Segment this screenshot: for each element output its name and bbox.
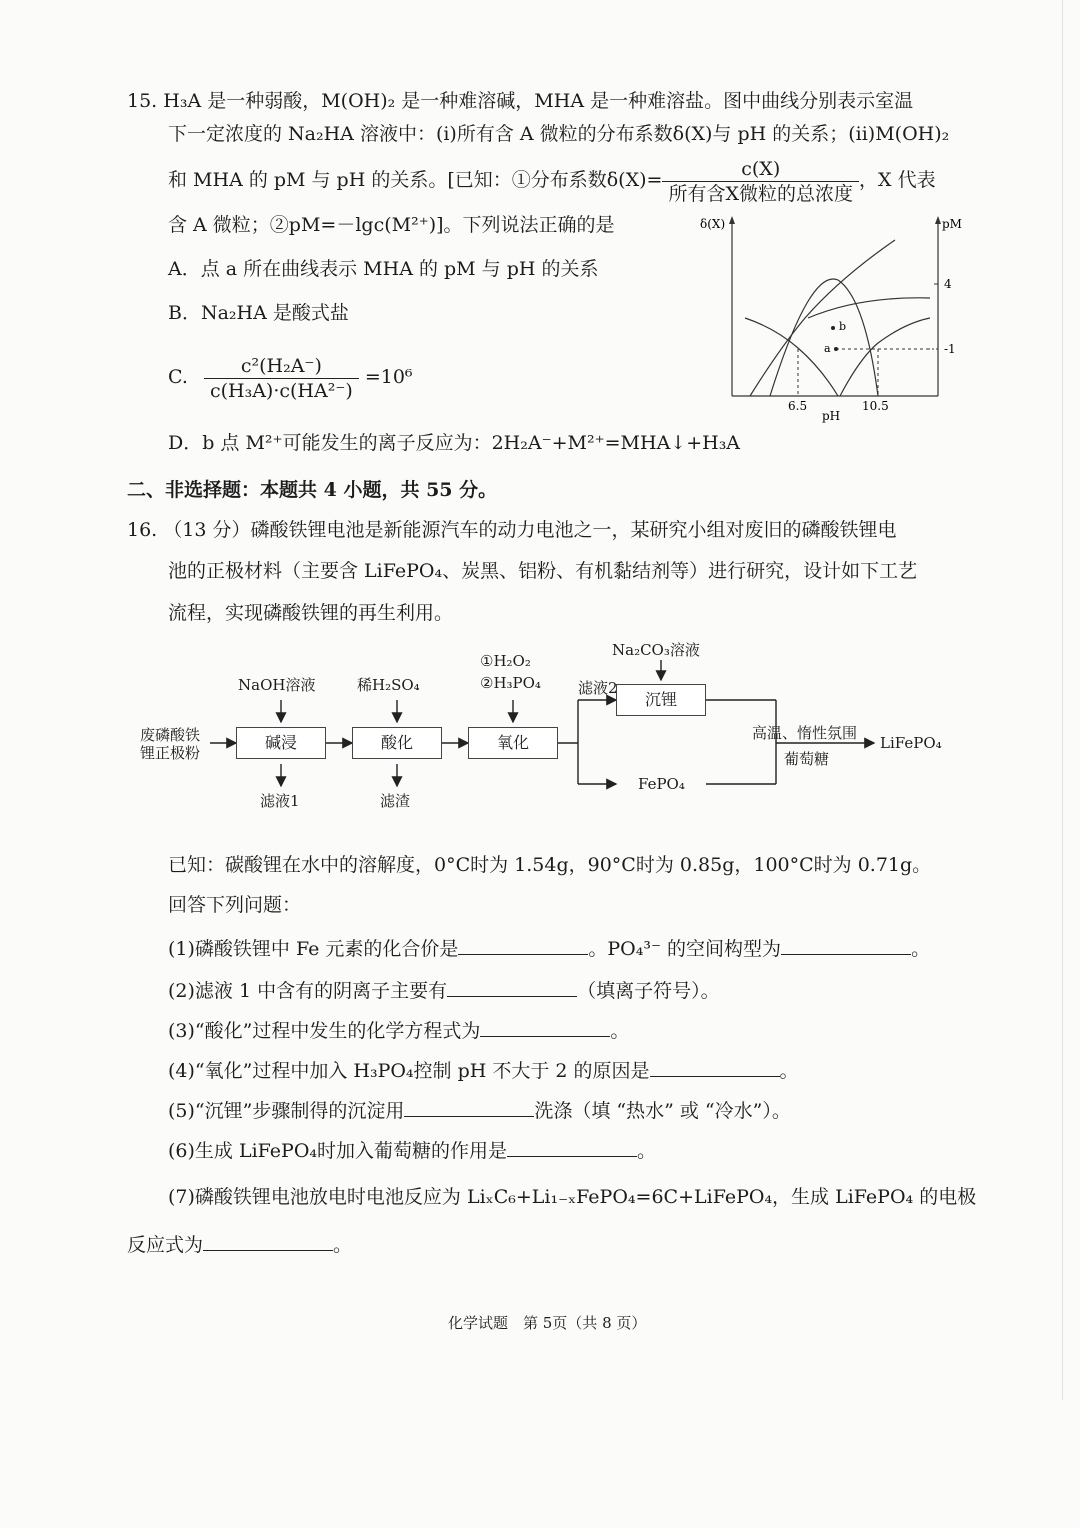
curve-pm-2	[808, 298, 930, 318]
q15-text-3b: ，X 代表	[859, 169, 936, 191]
q16-line-2: 池的正极材料（主要含 LiFePO₄、炭黑、铝粉、有机黏结剂等）进行研究，设计如下工艺	[168, 560, 918, 582]
q15-number: 15.	[127, 90, 158, 112]
option-c-label: C.	[168, 366, 188, 388]
subq-2	[168, 976, 720, 1004]
answer-blank-2[interactable]	[447, 976, 577, 997]
graph-left-axis-label: δ(X)	[700, 217, 726, 231]
x-axis-label: pH	[822, 409, 841, 423]
answer-blank-7[interactable]	[203, 1230, 333, 1251]
input-h3po4: ②H₃PO₄	[480, 674, 541, 692]
label-condition-2: 葡萄糖	[784, 750, 830, 768]
subq-2-text-b: （填离子符号）。	[577, 980, 720, 1002]
flow-start-line-1: 废磷酸铁	[140, 726, 201, 744]
subq-7-text-b: 反应式为	[127, 1234, 204, 1256]
curve-h3a	[745, 318, 838, 396]
subq-3-text-b: 。	[610, 1020, 630, 1042]
left-axis-arrow	[729, 216, 735, 224]
option-c	[168, 345, 413, 409]
option-c-numerator: c²(H₂A⁻)	[204, 354, 359, 379]
subq-5	[168, 1096, 791, 1124]
subq-3	[168, 1016, 629, 1044]
output-filtrate-1: 滤液1	[260, 792, 300, 810]
subq-1	[168, 934, 930, 962]
fraction-numerator: c(X)	[662, 157, 859, 182]
input-h2o2: ①H₂O₂	[480, 652, 531, 670]
flow-box-alkali-leach: 碱浸	[236, 727, 326, 759]
option-c-fraction	[204, 354, 359, 403]
option-c-denominator: c(H₃A)·c(HA²⁻)	[209, 379, 353, 402]
q15-line-2: 下一定浓度的 Na₂HA 溶液中：(i)所有含 A 微粒的分布系数δ(X)与 pH 的关系；(ii)M(OH)₂	[168, 123, 950, 145]
q16-line-1	[127, 517, 896, 543]
label-fepo4: FePO₄	[638, 775, 685, 793]
distribution-fraction	[662, 157, 859, 206]
point-b	[831, 326, 835, 330]
answer-blank-1b[interactable]	[781, 934, 911, 955]
curve-pm-1	[750, 240, 895, 396]
option-d: D．b 点 M²⁺可能发生的离子反应为：2H₂A⁻+M²⁺=MHA↓+H₃A	[168, 432, 741, 454]
page-edge	[1062, 0, 1063, 1400]
option-c-rhs: =10⁶	[364, 366, 413, 388]
q15-line-4: 含 A 微粒；②pM=－lgc(M²⁺)]。下列说法正确的是	[168, 214, 615, 236]
graph-right-axis-label: pM	[942, 217, 962, 231]
subq-2-text-a: (2)滤液 1 中含有的阴离子主要有	[168, 980, 448, 1002]
answer-blank-5[interactable]	[404, 1096, 534, 1117]
output-residue: 滤渣	[380, 792, 411, 810]
subq-7-continued	[127, 1230, 352, 1258]
q15-text-1: H₃A 是一种弱酸，M(OH)₂ 是一种难溶碱，MHA 是一种难溶盐。图中曲线分别表示室温	[163, 90, 914, 112]
subq-6-text-a: (6)生成 LiFePO₄时加入葡萄糖的作用是	[168, 1140, 508, 1162]
answer-blank-4[interactable]	[650, 1056, 780, 1077]
subq-1-text-c: 。	[911, 938, 931, 960]
point-b-label: b	[839, 320, 847, 333]
subq-7-text-c: 。	[333, 1234, 353, 1256]
x-tick-6-5: 6.5	[788, 399, 808, 413]
curve-ha	[840, 318, 930, 396]
flow-box-acidify: 酸化	[352, 727, 442, 759]
answer-blank-6[interactable]	[507, 1136, 637, 1157]
point-a	[834, 347, 838, 351]
curve-h2a	[770, 279, 878, 396]
label-product: LiFePO₄	[880, 734, 942, 752]
input-h2so4: 稀H₂SO₄	[357, 676, 420, 694]
q15-text-3a: 和 MHA 的 pM 与 pH 的关系。[已知：①分布系数δ(X)=	[168, 169, 663, 191]
label-condition-1: 高温、惰性氛围	[752, 724, 858, 742]
subq-3-text-a: (3)“酸化”过程中发生的化学方程式为	[168, 1020, 481, 1042]
subq-6	[168, 1136, 656, 1164]
known-info: 已知：碳酸锂在水中的溶解度，0°C时为 1.54g，90°C时为 0.85g，100°C时为 0.71g。	[168, 854, 932, 876]
answer-blank-1a[interactable]	[458, 934, 588, 955]
distribution-graph	[690, 208, 980, 428]
subq-4	[168, 1056, 799, 1084]
subq-1-text-a: (1)磷酸铁锂中 Fe 元素的化合价是	[168, 938, 459, 960]
subq-7: (7)磷酸铁锂电池放电时电池反应为 LiₓC₆+Li₁₋ₓFePO₄=6C+LiFePO₄，生成 LiFePO₄ 的电极	[168, 1186, 977, 1208]
option-b: B．Na₂HA 是酸式盐	[168, 302, 349, 324]
fraction-denominator: 所有含X微粒的总浓度	[668, 182, 853, 205]
flow-box-precipitate-li: 沉锂	[616, 684, 706, 716]
q15-line-3	[168, 155, 936, 205]
answer-intro: 回答下列问题：	[168, 894, 302, 916]
subq-1-text-b: 。PO₄³⁻ 的空间构型为	[588, 938, 782, 960]
flow-start	[140, 726, 200, 762]
point-a-label: a	[824, 342, 831, 355]
subq-5-text-a: (5)“沉锂”步骤制得的沉淀用	[168, 1100, 405, 1122]
flow-start-line-2: 锂正极粉	[140, 744, 201, 762]
subq-4-text-b: 。	[779, 1060, 799, 1082]
tick-label--1: -1	[944, 342, 956, 356]
page-footer: 化学试题 第 5页（共 8 页）	[448, 1314, 647, 1332]
section-2-heading: 二、非选择题：本题共 4 小题，共 55 分。	[127, 479, 498, 501]
label-filtrate-2: 滤液2	[578, 679, 618, 697]
x-tick-10-5: 10.5	[862, 399, 889, 413]
tick-label-4: 4	[944, 277, 952, 291]
subq-4-text-a: (4)“氧化”过程中加入 H₃PO₄控制 pH 不大于 2 的原因是	[168, 1060, 650, 1082]
q16-text-1: （13 分）磷酸铁锂电池是新能源汽车的动力电池之一，某研究小组对废旧的磷酸铁锂电	[163, 519, 897, 541]
q16-line-3: 流程，实现磷酸铁锂的再生利用。	[168, 602, 454, 624]
input-naoh: NaOH溶液	[238, 676, 316, 694]
q16-number: 16.	[127, 519, 158, 541]
flow-box-oxidize: 氧化	[468, 727, 558, 759]
subq-6-text-b: 。	[637, 1140, 657, 1162]
subq-5-text-b: 洗涤（填 “热水” 或 “冷水”）。	[534, 1100, 791, 1122]
option-a: A．点 a 所在曲线表示 MHA 的 pM 与 pH 的关系	[168, 258, 599, 280]
q15-line-1	[127, 88, 913, 114]
input-na2co3: Na₂CO₃溶液	[612, 641, 700, 659]
answer-blank-3[interactable]	[480, 1016, 610, 1037]
right-axis-arrow	[935, 216, 941, 224]
